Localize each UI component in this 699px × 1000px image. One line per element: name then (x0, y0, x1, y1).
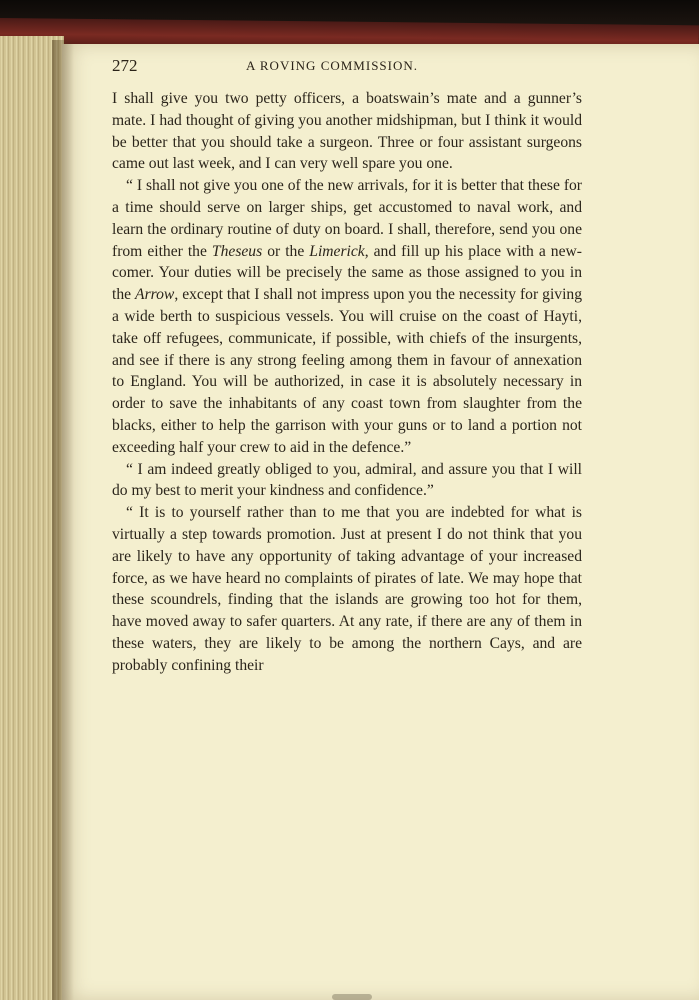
body-text (112, 88, 582, 677)
page-smudge (332, 994, 372, 1000)
text-segment: I shall give you two petty officers, a boatswain’s mate and a gunner’s mate. I had thought of giving you another midshipman, but I think it would be better that you should take a surgeon. Three or four assistant surgeons came out last week, and I can very well spare you one. (112, 90, 582, 173)
paragraph (112, 88, 582, 175)
text-segment: “ I am indeed greatly obliged to you, admiral, and assure you that I will do my best to merit your kindness and confidence.” (112, 460, 582, 500)
running-title: A ROVING COMMISSION. (245, 58, 419, 73)
text-segment: , and fill up his place with a new-comer. Your duties will be precisely the same as those assigned to you in the (112, 242, 582, 304)
page-number: 272 (112, 56, 138, 75)
spine-shadow (52, 40, 74, 1000)
text-segment: “ It is to yourself rather than to me that you are indebted for what is virtually a step towards promotion. Just at present I do not think that you are likely to have any opportunity of taking advantage of your increased force, as we have heard no complaints of pirates of late. We may hope that these scoundrels, finding that the islands are growing too hot for them, have moved away to safer quarters. At any rate, if there are any of them in these waters, they are likely to be among the northern Cays, and are probably confining their (112, 504, 582, 674)
ship-name-arrow: Arrow (135, 286, 175, 304)
ship-name-theseus: Theseus (211, 242, 263, 260)
paragraph (112, 459, 582, 503)
text-segment: , except that I shall not impress upon you the necessity for giving a wide berth to suspicious vessels. You will cruise on the coast of Hayti, take off refugees, communicate, if possible, with chiefs of the insurgents, and see if there is any strong feeling among them in favour of annexation to England. You will be authorized, in case it is absolutely necessary in order to save the inhabitants of any coast town from slaughter from the blacks, either to help the garrison with your guns or to land a portion not exceeding half your crew to aid in the defence.” (112, 286, 583, 456)
text-segment: “ I shall not give you one of the new arrivals, for it is better that these for a time should serve on larger ships, get accustomed to naval work, and learn the ordinary routine of duty on board. I shall, therefore, send you one from either the (112, 177, 582, 260)
ship-name-limerick: Limerick (309, 242, 365, 260)
page-header (112, 56, 552, 78)
paragraph (112, 502, 582, 676)
text-segment: or the (262, 242, 310, 260)
paragraph (112, 175, 582, 458)
